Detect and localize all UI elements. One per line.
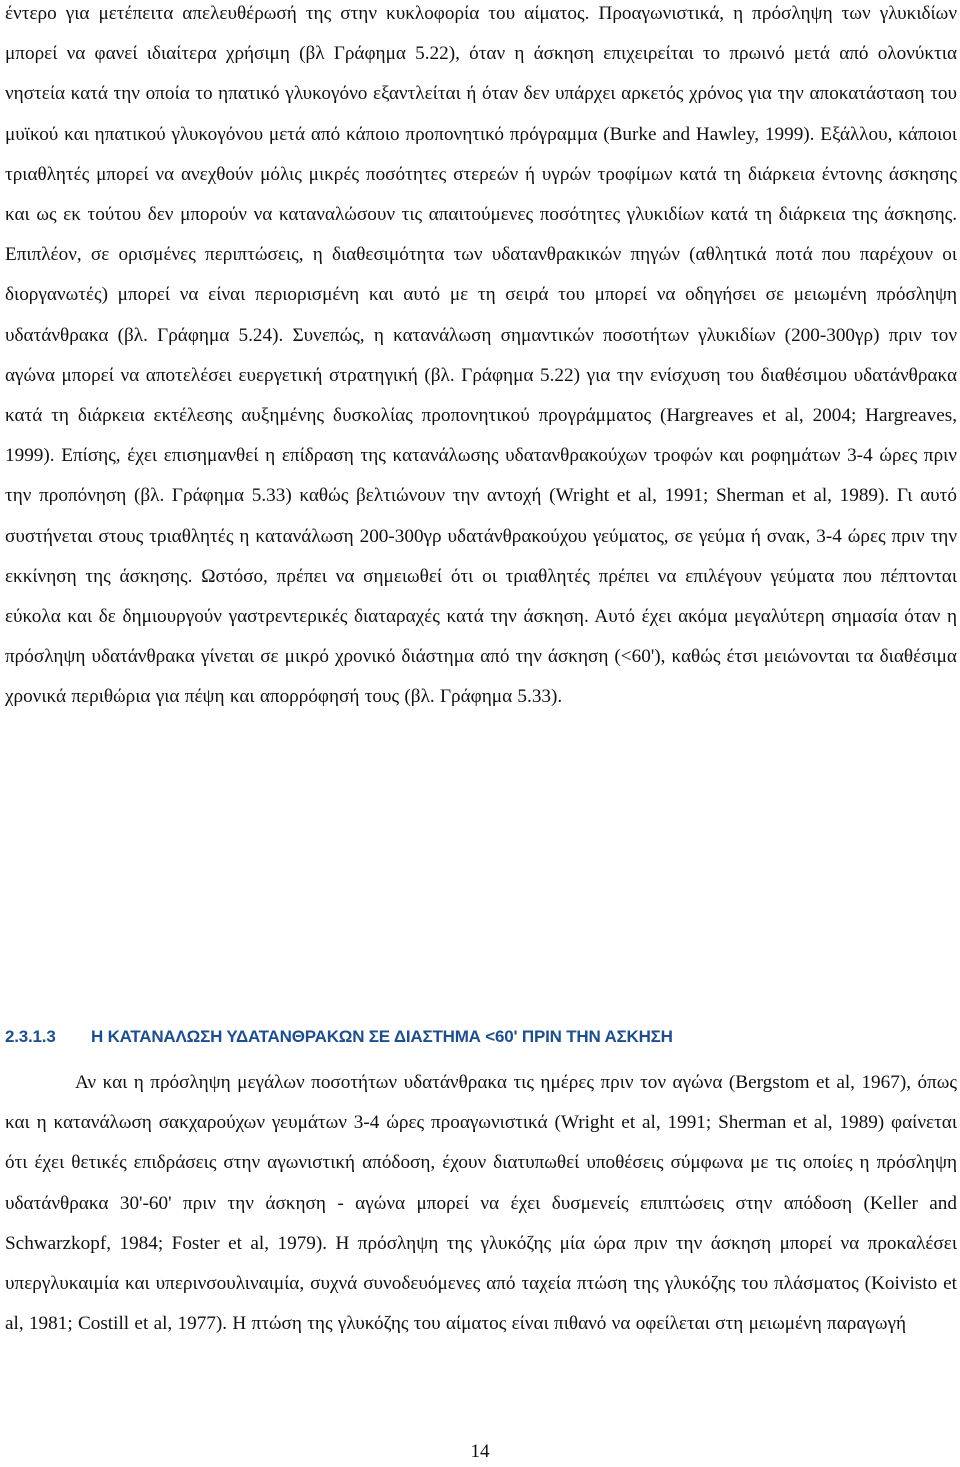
page-number: 14 [470,1441,490,1462]
body-paragraph: Αν και η πρόσληψη μεγάλων ποσοτήτων υδατάνθρακα τις ημέρες πριν τον αγώνα (Bergstom et al, 1967), όπως και η κατανάλωση σακχαρούχων γευμάτων 3-4 ώρες προαγωνιστικά (Wright et al, 1991; Sherman et al, 1989) φαίνεται ότι έχει θετικές επιδράσεις στην αγωνιστική απόδοση, έχουν διατυπωθεί υποθέσεις σύμφωνα με τις οποίες η πρόσληψη υδατάνθρακα 30'-60' πριν την άσκηση - αγώνα μπορεί να έχει δυσμενείς επιπτώσεις στην απόδοση (Keller and Schwarzkopf, 1984; Foster et al, 1979). Η πρόσληψη της γλυκόζης μία ώρα πριν την άσκηση μπορεί να προκαλέσει υπεργλυκαιμία και υπερινσουλιναιμία, συχνά συνοδευόμενες από ταχεία πτώση της γλυκόζης του πλάσματος (Koivisto et al, 1981; Costill et al, 1977). Η πτώση της γλυκόζης του αίματος είναι πιθανό να οφείλεται στη μειωμένη παραγωγή [5,1072,957,1335]
section-title: Η ΚΑΤΑΝΑΛΩΣΗ ΥΔΑΤΑΝΘΡΑΚΩΝ ΣΕ ΔΙΑΣΤΗΜΑ <60' ΠΡΙΝ ΤΗΝ ΑΣΚΗΣΗ [91,1027,673,1046]
section-number: 2.3.1.3 [5,1027,56,1046]
body-paragraph: έντερο για μετέπειτα απελευθέρωσή της στην κυκλοφορία του αίματος. Προαγωνιστικά, η πρόσληψη των γλυκιδίων μπορεί να φανεί ιδιαίτερα χρήσιμη (βλ Γράφημα 5.22), όταν η άσκηση επιχειρείται το πρωινό μετά από ολονύκτια νηστεία κατά την οποία το ηπατικό γλυκογόνο εξαντλείται ή όταν δεν υπάρχει αρκετός χρόνος για την αποκατάσταση του μυϊκού και ηπατικού γλυκογόνου μετά από κάποιο προπονητικό πρόγραμμα (Burke and Hawley, 1999). Εξάλλου, κάποιοι τριαθλητές μπορεί να ανεχθούν μόλις μικρές ποσότητες στερεών ή υγρών τροφίμων κατά τη διάρκεια έντονης άσκησης και ως εκ τούτου δεν μπορούν να καταναλώσουν τις απαιτούμενες ποσότητες γλυκιδίων κατά τη διάρκεια της άσκησης. Επιπλέον, σε ορισμένες περιπτώσεις, η διαθεσιμότητα των υδατανθρακικών πηγών (αθλητικά ποτά που παρέχουν οι διοργανωτές) μπορεί να είναι περιορισμένη και αυτό με τη σειρά του μπορεί να οδηγήσει σε μειωμένη πρόσληψη υδατάνθρακα (βλ. Γράφημα 5.24). Συνεπώς, η κατανάλωση σημαντικών ποσοτήτων γλυκιδίων (200-300γρ) πριν τον αγώνα μπορεί να αποτελέσει ευεργετική στρατηγική (βλ. Γράφημα 5.22) για την ενίσχυση του διαθέσιμου υδατάνθρακα κατά τη διάρκεια εκτέλεσης αυξημένης δυσκολίας προπονητικού προγράμματος (Hargreaves et al, 2004; Hargreaves, 1999). Επίσης, έχει επισημανθεί η επίδραση της κατανάλωσης υδατανθρακούχων τροφών και ροφημάτων 3-4 ώρες πριν την προπόνηση (βλ. Γράφημα 5.33) καθώς βελτιώνουν την αντοχή (Wright et al, 1991; Sherman et al, 1989). Γι αυτό συστήνεται στους τριαθλητές η κατανάλωση 200-300γρ υδατάνθρακούχου γεύματος, σε γεύμα ή σνακ, 3-4 ώρες πριν την εκκίνηση της άσκησης. Ωστόσο, πρέπει να σημειωθεί ότι οι τριαθλητές πρέπει να επιλέγουν γεύματα που πέπτονται εύκολα και δε δημιουργούν γαστρεντερικές διαταραχές κατά την άσκηση. Αυτό έχει ακόμα μεγαλύτερη σημασία όταν η πρόσληψη υδατάνθρακα γίνεται σε μικρό χρονικό διάστημα από την άσκηση (<60'), καθώς έτσι μειώνονται τα διαθέσιμα χρονικά περιθώρια για πέψη και απορρόφησή τους (βλ. Γράφημα 5.33). [5,3,957,708]
section-heading [5,1027,673,1047]
